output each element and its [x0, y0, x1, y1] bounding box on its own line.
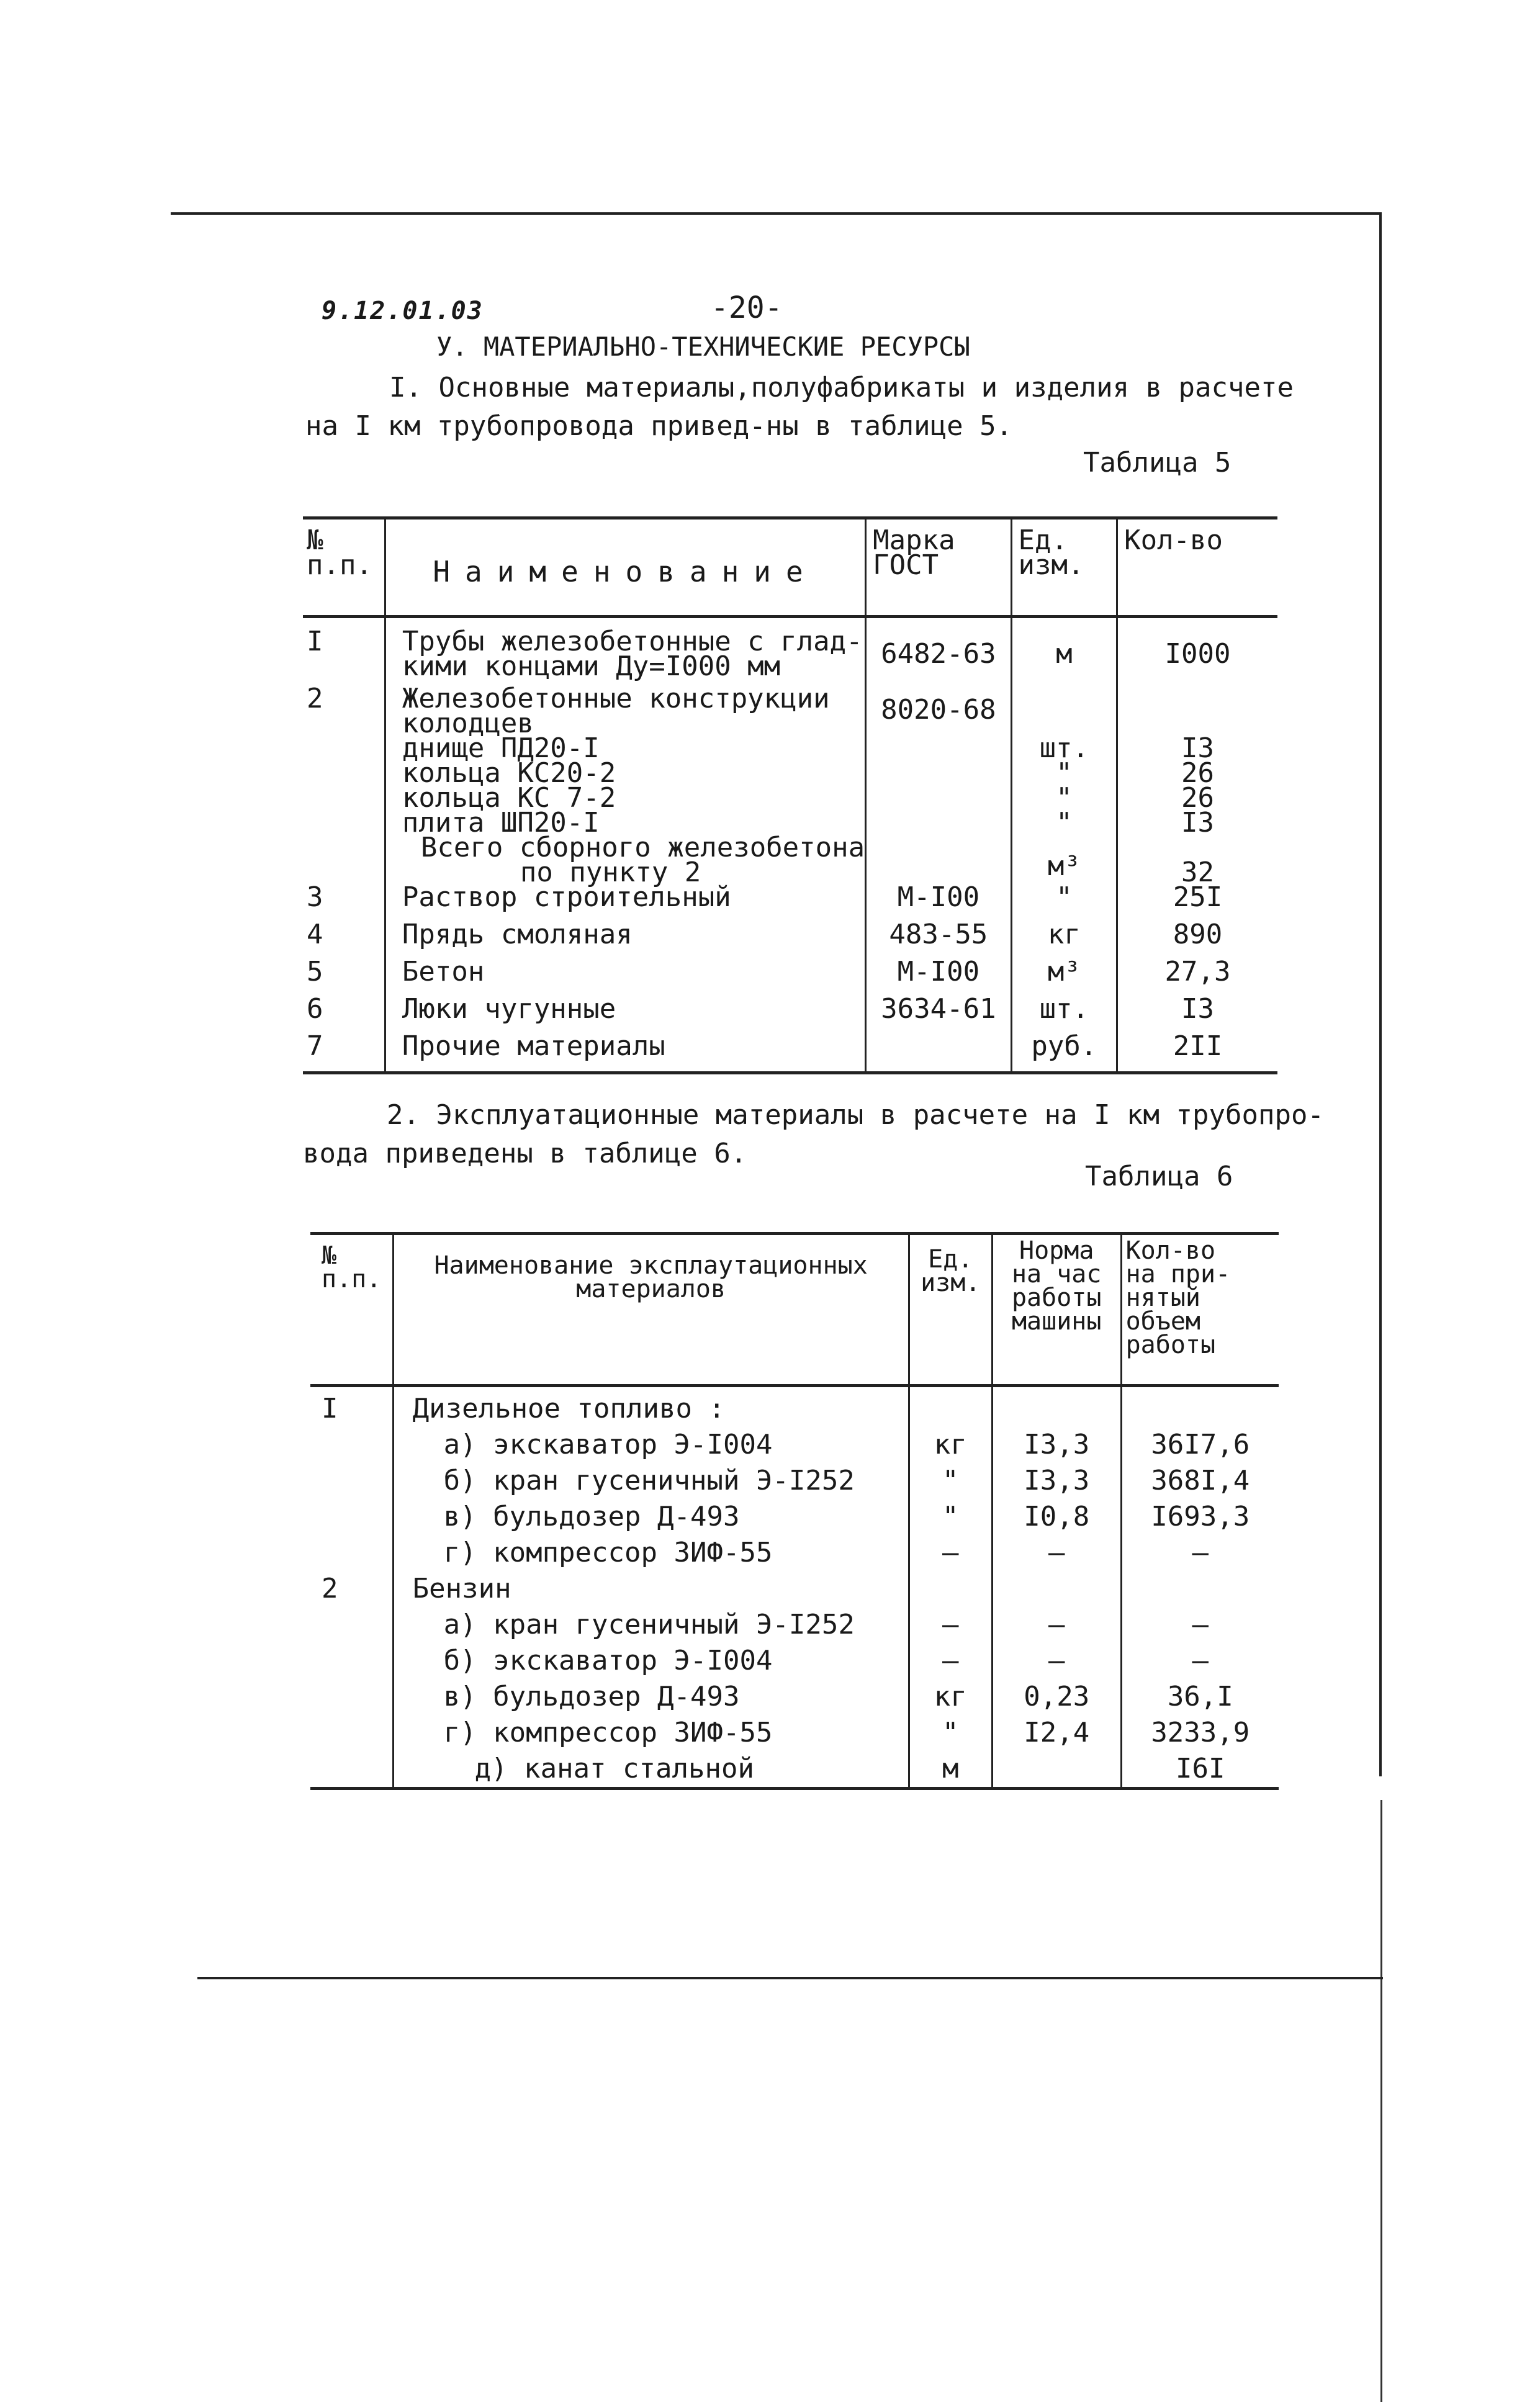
row-grade [866, 1022, 1011, 1073]
table-row [310, 1679, 1279, 1715]
row-grade [866, 811, 1011, 835]
row-name: г) компрессор ЗИФ-55 [393, 1535, 909, 1571]
paragraph-line: I. Основные материалы,полуфабрикаты и изделия в расчете [389, 372, 1294, 403]
row-grade [866, 786, 1011, 811]
header-norm [992, 1234, 1121, 1386]
header-num [303, 518, 385, 617]
table5-caption: Таблица 5 [1083, 447, 1232, 479]
row-qty: – [1192, 1645, 1209, 1676]
row-name [385, 832, 865, 888]
row-num [310, 1751, 393, 1789]
header-name-line2: материалов [576, 1275, 726, 1303]
row-norm: I2,4 [992, 1715, 1121, 1751]
row-num [310, 1463, 393, 1499]
header-unit [909, 1234, 992, 1386]
row-norm: – [992, 1535, 1121, 1571]
row-norm [992, 1751, 1121, 1789]
paragraph-line: 2. Эксплуатационные материалы в расчете на I км трубопро- [387, 1099, 1324, 1131]
row-qty: I3 [1181, 807, 1215, 839]
table-row [303, 1022, 1277, 1073]
row-num: 2 [310, 1571, 393, 1607]
row-norm: 0,23 [992, 1679, 1121, 1715]
header-norm-line: машины [1011, 1307, 1102, 1336]
row-name-line: кими концами Ду=I000 мм [402, 650, 781, 682]
table-row [303, 835, 1277, 885]
row-num: I [303, 617, 385, 680]
header-grade [866, 518, 1011, 617]
table5-materials [303, 516, 1277, 1074]
row-qty: – [1192, 1537, 1209, 1568]
row-name: днище ПД20-I [385, 736, 865, 761]
row-num [303, 835, 385, 885]
row-qty: 368I,4 [1151, 1465, 1250, 1496]
row-unit: " [909, 1715, 992, 1751]
table-row [303, 910, 1277, 947]
row-norm: – [992, 1607, 1121, 1643]
row-grade [866, 736, 1011, 761]
table-row [303, 617, 1277, 680]
row-norm: I3,3 [992, 1427, 1121, 1463]
header-name: Наименование [385, 518, 865, 617]
row-name-line: Всего сборного железобетона [420, 832, 865, 863]
header-name [393, 1234, 909, 1386]
row-num [310, 1607, 393, 1643]
header-qty-line: объем [1125, 1307, 1201, 1336]
row-unit: " [1011, 786, 1117, 811]
table-row [303, 679, 1277, 736]
row-unit: кг [909, 1679, 992, 1715]
row-qty: 36,I [1167, 1681, 1233, 1712]
table-row [303, 885, 1277, 910]
row-grade [866, 835, 1011, 885]
row-qty: 2II [1173, 1030, 1223, 1062]
page-frame-bottom-line [197, 1977, 1383, 1979]
row-unit: – [909, 1535, 992, 1571]
row-grade: 3634-61 [866, 984, 1011, 1022]
row-unit: " [1011, 811, 1117, 835]
row-unit: м [909, 1751, 992, 1789]
row-norm [992, 1386, 1121, 1428]
row-num [310, 1679, 393, 1715]
table-row [310, 1715, 1279, 1751]
row-qty: 25I [1173, 881, 1223, 913]
row-grade: 483-55 [866, 910, 1011, 947]
table6-caption: Таблица 6 [1085, 1161, 1233, 1192]
row-grade: М-I00 [866, 947, 1011, 984]
page-number: -20- [711, 290, 783, 325]
row-unit: – [909, 1643, 992, 1679]
table-row [310, 1386, 1279, 1428]
header-qty-line: Кол-во [1125, 1236, 1216, 1265]
header-unit-line2: изм. [921, 1269, 981, 1297]
header-qty [1121, 1234, 1279, 1386]
page-frame-right-line-lower [1380, 1800, 1382, 2402]
row-name: а) кран гусеничный Э-I252 [393, 1607, 909, 1643]
row-num: 4 [303, 910, 385, 947]
table-row [310, 1607, 1279, 1643]
paragraph-line: вода приведены в таблице 6. [303, 1138, 747, 1169]
row-qty: I693,3 [1151, 1501, 1250, 1532]
row-name: в) бульдозер Д-493 [393, 1499, 909, 1535]
header-qty-line: нятый [1125, 1284, 1201, 1312]
row-qty: 32 [1181, 857, 1215, 888]
table-row [310, 1535, 1279, 1571]
row-name: кольца КС 7-2 [385, 786, 865, 811]
row-unit: м³ [1011, 835, 1117, 885]
page-frame-right-line [1379, 212, 1382, 1776]
row-name: б) экскаватор Э-I004 [393, 1643, 909, 1679]
row-num [303, 811, 385, 835]
row-unit: кг [909, 1427, 992, 1463]
table-row [310, 1499, 1279, 1535]
row-name: г) компрессор ЗИФ-55 [393, 1715, 909, 1751]
header-qty: Кол-во [1117, 518, 1277, 617]
row-name: Бетон [385, 947, 865, 984]
row-name: в) бульдозер Д-493 [393, 1679, 909, 1715]
row-name: д) канат стальной [393, 1751, 909, 1789]
row-unit: м³ [1011, 947, 1117, 984]
document-code: 9.12.01.03 [322, 297, 484, 325]
row-unit: кг [1011, 910, 1117, 947]
table-header-row [310, 1234, 1279, 1386]
row-norm: – [992, 1643, 1121, 1679]
row-qty [1121, 1571, 1279, 1607]
row-name: кольца КС20-2 [385, 761, 865, 786]
header-grade-line1: Марка [873, 524, 955, 556]
row-num: 2 [303, 679, 385, 736]
row-unit [909, 1386, 992, 1428]
row-name: Дизельное топливо : [393, 1386, 909, 1428]
row-name: Люки чугунные [385, 984, 865, 1022]
row-qty [1121, 1386, 1279, 1428]
row-unit: " [1011, 885, 1117, 910]
row-name: Раствор строительный [385, 885, 865, 910]
row-qty: I000 [1164, 638, 1231, 670]
table-row [303, 984, 1277, 1022]
row-num: 7 [303, 1022, 385, 1073]
header-num [310, 1234, 393, 1386]
row-num [310, 1499, 393, 1535]
row-num [303, 736, 385, 761]
table-row [310, 1751, 1279, 1789]
row-num [310, 1535, 393, 1571]
paragraph-materials [305, 369, 1294, 446]
row-qty: I6I [1176, 1753, 1225, 1784]
row-name [385, 679, 865, 739]
row-num [303, 786, 385, 811]
header-grade-line2: ГОСТ [873, 549, 939, 581]
row-name-line: по пункту 2 [520, 857, 701, 888]
table-row [310, 1463, 1279, 1499]
page-frame-top-line [171, 212, 1381, 215]
table-row [310, 1571, 1279, 1607]
row-name: а) экскаватор Э-I004 [393, 1427, 909, 1463]
row-norm: I3,3 [992, 1463, 1121, 1499]
row-name: Прочие материалы [385, 1022, 865, 1073]
row-unit: м [1011, 617, 1117, 680]
row-name-line: Трубы железобетонные с глад- [402, 626, 863, 657]
header-norm-line: Норма [1019, 1236, 1094, 1265]
row-norm: I0,8 [992, 1499, 1121, 1535]
header-norm-line: на час [1011, 1260, 1102, 1289]
row-name: б) кран гусеничный Э-I252 [393, 1463, 909, 1499]
row-grade: 8020-68 [866, 679, 1011, 736]
header-num-sign: № [307, 524, 323, 556]
row-qty: 36I7,6 [1151, 1429, 1250, 1460]
row-name [385, 617, 865, 680]
row-name: Прядь смоляная [385, 910, 865, 947]
section-title: У. МАТЕРИАЛЬНО-ТЕХНИЧЕСКИЕ РЕСУРСЫ [436, 331, 970, 362]
row-num: 5 [303, 947, 385, 984]
row-name-line: Железобетонные конструкции [402, 683, 830, 714]
row-unit: " [909, 1463, 992, 1499]
header-num-abbr: п.п. [322, 1265, 382, 1293]
row-num [303, 761, 385, 786]
header-num-sign: № [322, 1241, 337, 1270]
row-qty [1117, 679, 1277, 736]
row-qty: I3 [1181, 732, 1215, 764]
row-qty: 26 [1181, 782, 1215, 814]
row-qty: I3 [1181, 993, 1215, 1025]
paragraph-line: на I км трубопровода привед-ны в таблице 5. [305, 410, 1013, 442]
table-row [310, 1643, 1279, 1679]
row-name-line: колодцев [402, 708, 534, 739]
row-unit: руб. [1011, 1022, 1117, 1073]
table6-operating-materials [310, 1232, 1279, 1790]
row-num: I [310, 1386, 393, 1428]
row-unit: шт. [1011, 736, 1117, 761]
row-num: 6 [303, 984, 385, 1022]
table-header-row [303, 518, 1277, 617]
header-name-line1: Наименование эксплаутационных [434, 1251, 868, 1280]
row-num [310, 1427, 393, 1463]
row-num [310, 1643, 393, 1679]
row-unit: " [1011, 761, 1117, 786]
table-row [303, 947, 1277, 984]
row-grade: М-I00 [866, 885, 1011, 910]
row-unit [909, 1571, 992, 1607]
header-qty-line: работы [1125, 1331, 1216, 1359]
row-num: 3 [303, 885, 385, 910]
row-qty: 890 [1173, 919, 1223, 950]
row-grade [866, 761, 1011, 786]
row-name: Бензин [393, 1571, 909, 1607]
header-unit [1011, 518, 1117, 617]
row-qty: – [1192, 1609, 1209, 1640]
row-name: плита ШП20-I [385, 811, 865, 835]
header-unit-line2: изм. [1018, 549, 1084, 581]
header-unit-line1: Ед. [928, 1245, 973, 1274]
row-unit: " [909, 1499, 992, 1535]
header-qty-line: на при- [1125, 1260, 1231, 1289]
row-unit: шт. [1011, 984, 1117, 1022]
row-unit [1011, 679, 1117, 736]
row-grade: 6482-63 [866, 617, 1011, 680]
row-norm [992, 1571, 1121, 1607]
row-unit: – [909, 1607, 992, 1643]
header-unit-line1: Ед. [1018, 524, 1068, 556]
header-norm-line: работы [1011, 1284, 1102, 1312]
row-qty: 26 [1181, 757, 1215, 789]
row-num [310, 1715, 393, 1751]
row-qty: 27,3 [1164, 956, 1231, 987]
header-num-abbr: п.п. [307, 549, 372, 581]
row-qty: 3233,9 [1151, 1717, 1250, 1748]
table-row [310, 1427, 1279, 1463]
